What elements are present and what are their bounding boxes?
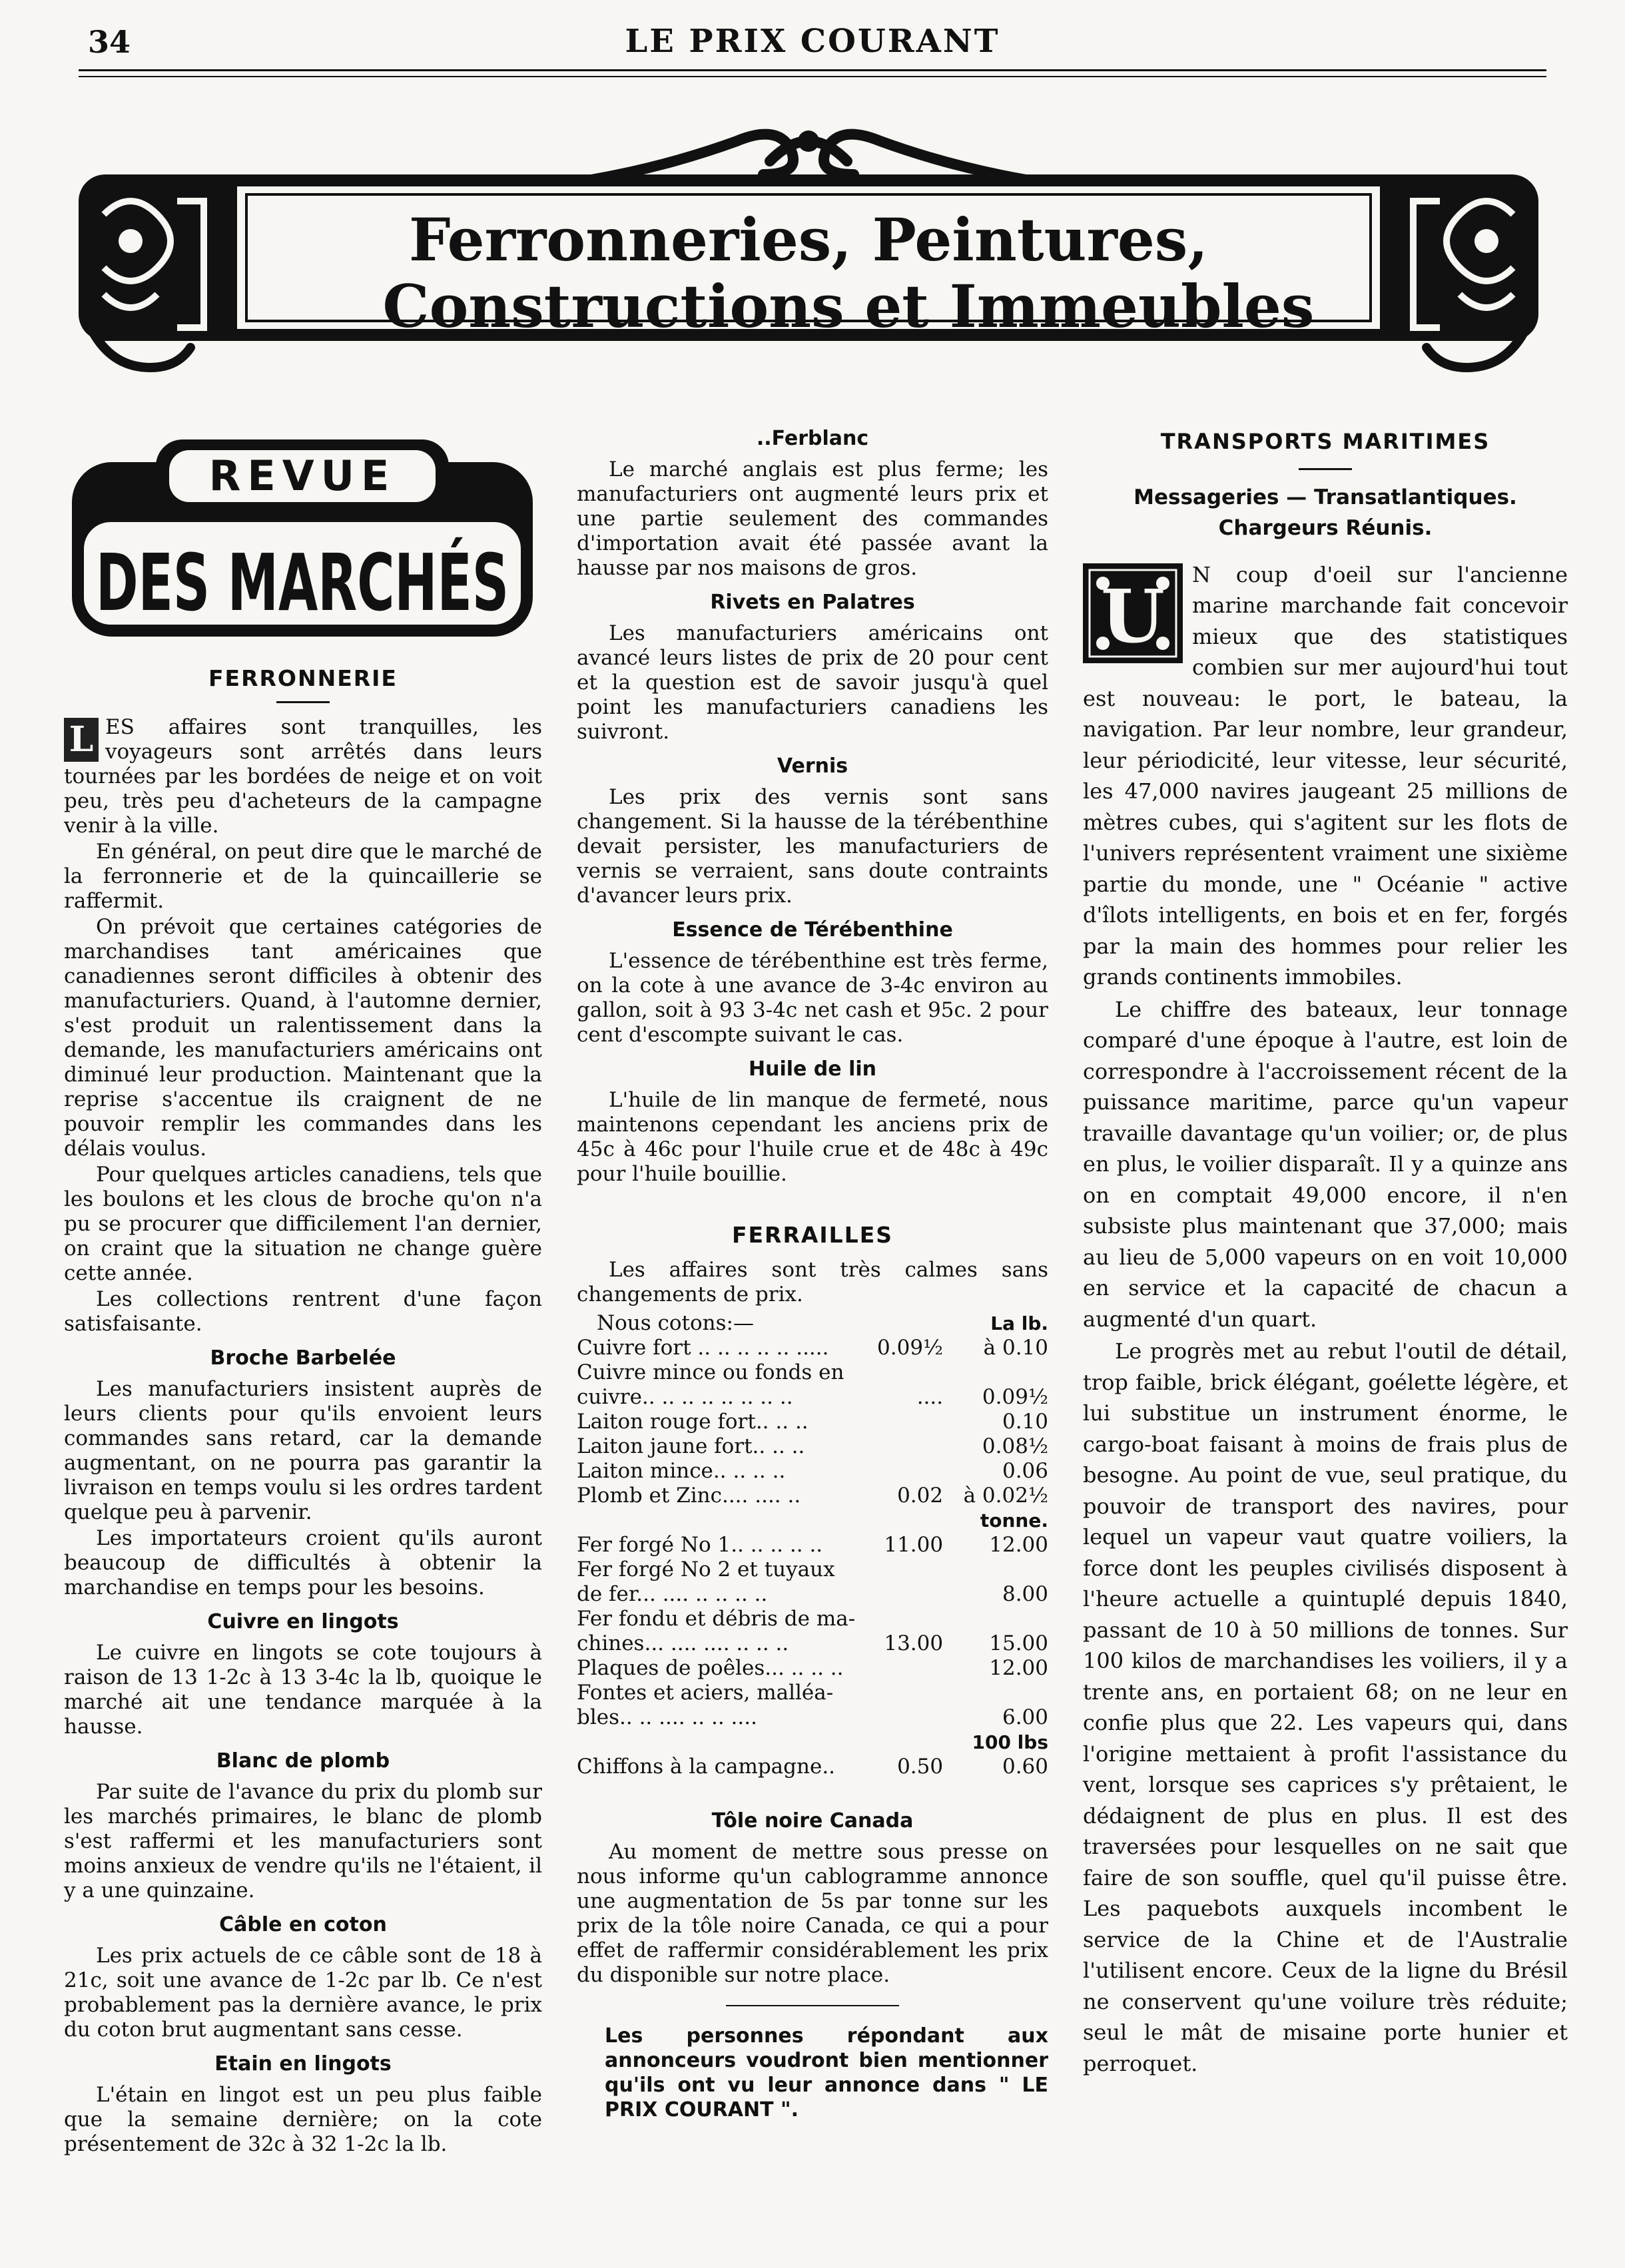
journal-title: LE PRIX COURANT [625,23,1000,60]
section-rule [1299,468,1352,470]
price-item-label: Fontes et aciers, malléa- [577,1681,834,1705]
transports-paragraph: Le progrès met au rebut l'outil de détail, trop faible, brick élégant, goélette légère, et lui substitue un instrument énorme, le cargo-boat faisant à moins de frais plus de besogne. Au point de vue, seul pratique, du pouvoir de transport des navires, pour lequel un vapeur vaut quatre voiliers, la force dont les peuples civilisés disposent à l'heure actuelle a quintuplé depuis 1840, passant de 10 à 50 millions de tonnes. Sur 100 kilos de marchandises les voiliers, il y a trente ans, en portaient 68; on ne leur en confie plus que 22. Les vapeurs qui, dans l'origine mettaient à profit l'assistance du vent, lorsque ses caprices s'y prêtaient, le dédaignent de plus en plus. Il est des traversées pour lesquelles on ne sait que faire de son souffle, quel qu'il puisse être. Les paquebots auxquels incombent le service de la Chine et de l'Australie l'utilisent encore. Ceux de la ligne du Brésil ne conservent qu'une voilure très réduite; seul le mât de misaine porte hunier et perroquet. [1083,1338,1568,2076]
ferronnerie-paragraph: Les collections rentrent d'une façon satisfaisante. [64,1287,542,1336]
price-value [943,1681,1048,1705]
price-value [860,1582,943,1607]
price-value: 11.00 [884,1533,944,1557]
cable-paragraph: Les prix actuels de ce câble sont de 18 à 21c, soit une avance de 1-2c par lb. Ce n'est probablement pas la dernière avance, le prix du coton brut augmentant sans cesse. [64,1944,542,2042]
table-row [577,1385,1048,1410]
vernis-paragraph: Les prix des vernis sont sans changement. Si la hausse de la térébenthine devait persister, les manufacturiers de vernis se verraient, sans doute contraints d'avancer leurs prix. [577,785,1048,908]
column-ferronnerie [64,426,542,2158]
price-value [860,1656,943,1681]
huile-paragraph: L'huile de lin manque de fermeté, nous maintenons cependant les anciens prix de 45c à 46c pour l'huile crue et de 48c à 49c pour l'huile bouillie. [577,1088,1048,1186]
advertiser-notice: Les personnes répondant aux annonceurs voudront bien mentionner qu'ils ont vu leur annonce dans " LE PRIX COURANT ". [605,2024,1048,2122]
price-value [860,1360,943,1385]
price-value [860,1459,943,1484]
subsection-title: Etain en lingots [214,2052,392,2076]
transports-paragraph: U N coup d'oeil sur l'ancienne marine marchande fait concevoir mieux que des statistiques combien sur mer aujourd'hui tout est nouveau: le port, le bateau, la navigation. Par leur nombre, leur grandeur, leur périodicité, leur vitesse, leur sécurité, les 47,000 navires jaugeant 25 millions de mètres cubes, qui s'agitent sur les flots de l'univers représentent vraiment une sixième partie du monde, une " Océanie " active d'îlots intelligents, en bois et en fer, forgés par la main des hommes pour relier les grands continents immobiles. [1083,561,1568,990]
revue-des-marches-emblem [69,435,535,642]
price-value: 6.00 [1002,1705,1048,1729]
ferrailles-price-table [577,1311,1048,1779]
table-row [577,1730,1048,1755]
price-value: 0.09½ [982,1385,1048,1409]
price-value [943,1360,1048,1385]
price-item-label: Laiton mince.. .. .. .. [577,1459,786,1483]
price-value: 0.09½ [877,1336,944,1360]
subsection-title: Rivets en Palatres [710,591,915,614]
price-value: .... [916,1385,944,1409]
section-rule [276,701,330,703]
subsection-title: Tôle noire Canada [711,1809,914,1833]
table-row [577,1533,1048,1558]
column-transports [1083,426,1568,2080]
price-item-label: Laiton jaune fort.. .. .. [577,1434,805,1458]
etain-paragraph: L'étain en lingot est un peu plus faible que la semaine dernière; on la cote présentement de 32c à 32 1-2c la lb. [64,2083,542,2156]
ornate-drop-cap-u [1083,563,1183,663]
price-item-label: Plaques de poêles... .. .. .. [577,1656,844,1680]
essence-paragraph: L'essence de térébenthine est très ferme, on la cote à une avance de 3-4c environ au gallon, soit à 93 3-4c net cash et 95c. 2 pour cent d'escompte suivant le cas. [577,949,1048,1047]
banner-title-line1: Ferronneries, Peintures, [409,205,1208,274]
section-title-transports: TRANSPORTS MARITIMES [1160,429,1490,454]
table-row [577,1607,1048,1631]
table-row [577,1558,1048,1582]
unit-label: 100 lbs [972,1731,1048,1753]
price-item-label: Cuivre fort .. .. .. .. .. ..... [577,1336,829,1360]
subtitle-messageries: Messageries — Transatlantiques. [1134,485,1517,509]
ferronnerie-paragraph: En général, on peut dire que le marché de la ferronnerie et de la quincaillerie se raffermit. [64,840,542,913]
revue-word: REVUE [208,451,396,500]
price-value: 12.00 [989,1656,1048,1680]
section-title-ferronnerie: FERRONNERIE [208,665,398,691]
price-value: 15.00 [989,1631,1048,1655]
table-row [577,1681,1048,1705]
price-item-label: bles.. .. .... .. .. .... [577,1705,757,1729]
svg-text:U: U [1101,573,1165,659]
unit-label: tonne. [980,1510,1048,1532]
subsection-title: Broche Barbelée [210,1346,396,1370]
price-value: à 0.10 [983,1336,1048,1360]
table-row [577,1705,1048,1730]
price-value: 0.08½ [982,1434,1048,1458]
subsection-title: ..Ferblanc [756,427,869,450]
page-header [79,20,1546,60]
broche-paragraph: Les importateurs croient qu'ils auront beaucoup de difficultés à obtenir la marchandise en temps pour les besoins. [64,1526,542,1599]
price-value: 8.00 [1002,1582,1048,1606]
price-item-label: cuivre.. .. .. .. .. .. .. .. [577,1385,793,1409]
divider [726,2005,899,2006]
banner-title-line2: Constructions et Immeubles [382,272,1315,341]
page-number: 34 [88,24,131,60]
header-rule [79,69,1546,77]
table-row [577,1656,1048,1681]
price-item-label: Laiton rouge fort.. .. .. [577,1410,809,1434]
price-value [860,1681,943,1705]
price-value [943,1607,1048,1631]
table-row: Chiffons à la campagne.. 0.50 0.60 [577,1755,1048,1779]
ferronnerie-intro: L ES affaires sont tranquilles, les voyageurs sont arrêtés dans leurs tournées par les bordées de neige et on voit peu, très peu d'acheteurs de la campagne venir à la ville. [64,715,542,838]
price-value: 13.00 [884,1631,944,1655]
column-market-items [577,426,1048,2122]
price-value [860,1705,943,1730]
section-title-ferrailles: FERRAILLES [731,1222,894,1248]
ferrailles-intro: Les affaires sont très calmes sans changements de prix. [577,1258,1048,1306]
unit-label: La lb. [990,1312,1048,1334]
price-value: 0.06 [1002,1459,1048,1483]
price-item-label: Fer fondu et débris de ma- [577,1607,856,1631]
section-banner [77,115,1540,402]
price-value: à 0.02½ [963,1484,1048,1508]
tole-paragraph: Au moment de mettre sous presse on nous informe qu'un cablogramme annonce une augmentation de 5s par tonne sur les prix de la tôle noire Canada, ce qui a pour effet de raffermir considérablement les prix du disponible sur notre place. [577,1840,1048,1987]
transports-paragraph: Le chiffre des bateaux, leur tonnage comparé d'une époque à l'autre, est loin de correspondre à l'accroissement récent de la puissance maritime, parce qu'un vapeur travaille davantage qu'un voilier; or, de plus en plus, le voilier disparaît. Il y a quinze ans on en comptait 49,000 encore, il n'en subsiste plus maintenant que 37,000; mais au lieu de 5,000 vapeurs on en voit 10,000 en service et la capacité de chacun a augmenté d'un quart. [1083,996,1568,1332]
ferblanc-paragraph: Le marché anglais est plus ferme; les manufacturiers ont augmenté leurs prix et une partie seulement des commandes d'importation avait été passée avant la hausse par nos maisons de gros. [577,457,1048,580]
subsection-title: Cuivre en lingots [207,1610,399,1633]
rivets-paragraph: Les manufacturiers américains ont avancé leurs listes de prix de 20 pour cent et la question est de savoir jusqu'à quel point les manufacturiers canadiens les suivront. [577,621,1048,744]
price-item-label: Cuivre mince ou fonds en [577,1360,844,1384]
table-row [577,1508,1048,1533]
cuivre-paragraph: Le cuivre en lingots se cote toujours à raison de 13 1-2c à 13 3-4c la lb, quoique le marché ait une tendance marquée à la hausse. [64,1641,542,1739]
table-row: Nous cotons:— La lb. [597,1311,1048,1335]
table-row [577,1484,1048,1508]
table-row [577,1459,1048,1484]
price-value [860,1434,943,1459]
subtitle-chargeurs: Chargeurs Réunis. [1218,515,1433,540]
subsection-title: Blanc de plomb [216,1749,390,1773]
subsection-title: Vernis [777,754,848,778]
ferronnerie-paragraph: On prévoit que certaines catégories de marchandises tant américaines que canadiennes seront difficiles à obtenir des manufacturiers. Quand, à l'automne dernier, s'est produit un ralentissement dans la demande, les manufacturiers américains ont diminué leur production. Maintenant que la reprise s'accentue ils craignent de ne pouvoir remplir les commandes dans les délais voulus. [64,915,542,1161]
price-item-label: Fer forgé No 2 et tuyaux [577,1558,835,1581]
price-value [860,1558,943,1582]
drop-cap-l: L [64,718,99,762]
table-row [577,1410,1048,1434]
price-value [860,1410,943,1434]
price-item-label: de fer... .... .. .. .. .. [577,1582,768,1606]
price-item-label: Fer forgé No 1.. .. .. .. .. [577,1533,823,1557]
ferronnerie-paragraph: Pour quelques articles canadiens, tels que les boulons et les clous de broche qu'on n'a pu se procurer que difficilement l'an dernier, on craint que la situation ne change guère cette année. [64,1163,542,1285]
price-value: 0.02 [897,1484,944,1508]
price-value [943,1558,1048,1582]
price-value: 0.10 [1002,1410,1048,1434]
table-row [577,1631,1048,1656]
table-row [577,1336,1048,1360]
price-value: 12.00 [989,1533,1048,1557]
price-item-label: chines... .... .... .. .. .. [577,1631,789,1655]
blanc-paragraph: Par suite de l'avance du prix du plomb sur les marchés primaires, le blanc de plomb s'est raffermi et les manufacturiers sont moins anxieux de vendre qu'ils ne l'étaient, il y a une quinzaine. [64,1780,542,1902]
price-value [860,1607,943,1631]
table-row [577,1360,1048,1385]
des-marches-words: DES MARCHÉS [96,537,509,629]
table-row [577,1434,1048,1459]
price-item-label: Plomb et Zinc.... .... .. [577,1484,801,1508]
subsection-title: Essence de Térébenthine [672,918,953,942]
table-row [577,1582,1048,1607]
subsection-title: Huile de lin [748,1057,876,1081]
subsection-title: Câble en coton [219,1913,387,1936]
broche-paragraph: Les manufacturiers insistent auprès de leurs clients pour qu'ils envoient leurs commandes sans retard, car la demande augmentant, on ne pourra pas garantir la livraison en temps voulu si les ordres tardent quelque peu à parvenir. [64,1377,542,1524]
